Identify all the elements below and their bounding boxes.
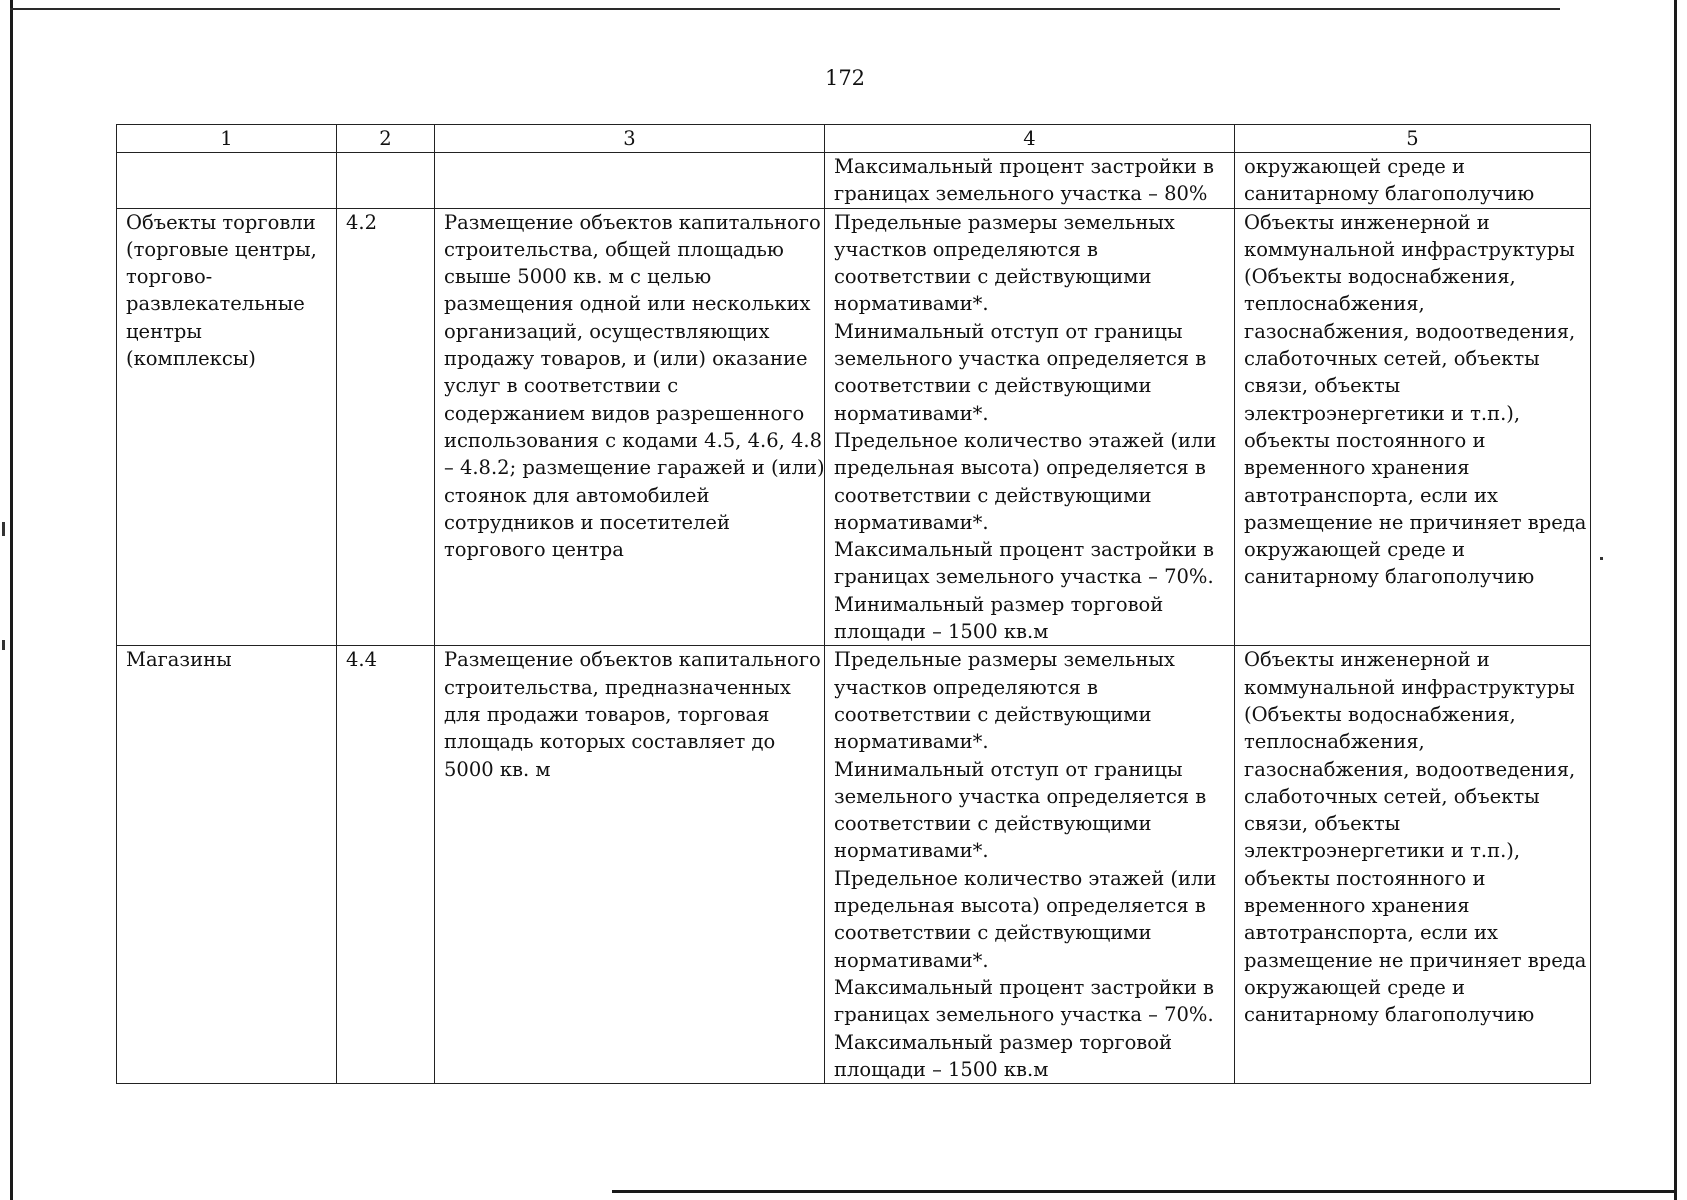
cell-text-line: слаботочных сетей, объекты (1244, 347, 1540, 371)
table-row (117, 153, 1591, 209)
use-name-cell (117, 646, 337, 1084)
cell-text-line: электроэнергетики и т.п.), (1244, 839, 1521, 863)
cell-text-line: (комплексы) (126, 347, 256, 371)
cell-text-line: границах земельного участка – 70%. (834, 1003, 1214, 1027)
cell-text-line: Максимальный процент застройки в (834, 155, 1215, 178)
page-number: 172 (824, 66, 866, 90)
cell-text-line: земельного участка определяется в (834, 347, 1207, 371)
cell-text-line: земельного участка определяется в (834, 784, 1207, 808)
cell-text-line: автотранспорта, если их (1244, 921, 1499, 945)
cell-text-line: участков определяются в (834, 237, 1098, 261)
use-code-cell (337, 208, 435, 646)
cell-text-line: торгового центра (444, 538, 624, 562)
cell-text-line: площадь которых составляет до (444, 730, 776, 754)
cell-text-line: площади – 1500 кв.м (834, 620, 1049, 644)
cell-text-line: (Объекты водоснабжения, (1244, 702, 1516, 726)
cell-text-line: размещение не причиняет вреда (1244, 510, 1587, 534)
cell-text-line: Объекты торговли (126, 210, 316, 234)
cell-text-line: Максимальный процент застройки в (834, 975, 1215, 999)
cell-text-line: 4.2 (346, 210, 378, 234)
cell-text-line: соответствии с действующими (834, 702, 1152, 726)
cell-text-line: нормативами*. (834, 730, 989, 754)
cell-text-line: газоснабжения, водоотведения, (1244, 319, 1576, 343)
cell-text-line: 5000 кв. м (444, 757, 551, 781)
cell-text-line: объекты постоянного и (1244, 428, 1486, 452)
cell-text-line: окружающей среде и (1244, 975, 1465, 999)
column-header-3: 3 (435, 125, 825, 153)
regulations-table (116, 124, 1591, 1084)
scan-edge-bottom (612, 1190, 1677, 1193)
scan-edge-right (1674, 0, 1677, 1200)
cell-text-line: Размещение объектов капитального (444, 210, 821, 234)
cell-text-line: центры (126, 319, 202, 343)
use-name-cell (117, 208, 337, 646)
column-header-5: 5 (1235, 125, 1591, 153)
table-header-row (117, 125, 1591, 153)
table-row (117, 208, 1591, 646)
cell-text-line: газоснабжения, водоотведения, (1244, 757, 1576, 781)
parameters-cell (825, 208, 1235, 646)
cell-text-line: объекты постоянного и (1244, 866, 1486, 890)
cell-text-line: Минимальный размер торговой (834, 592, 1164, 616)
cell-text-line: (Объекты водоснабжения, (1244, 265, 1516, 289)
cell-text-line: Предельное количество этажей (или (834, 428, 1217, 452)
cell-text-line: временного хранения (1244, 456, 1470, 480)
cell-text-line: Минимальный отступ от границы (834, 319, 1183, 343)
cell-text-line: санитарному благополучию (1244, 182, 1535, 206)
cell-text-line: Объекты инженерной и (1244, 210, 1490, 234)
parameters-cell (825, 646, 1235, 1084)
cell-text-line: нормативами*. (834, 948, 989, 972)
cell-text-line: размещения одной или нескольких (444, 292, 811, 316)
cell-text-line: строительства, предназначенных (444, 675, 791, 699)
parameters-cell (825, 153, 1235, 209)
cell-text-line: – 4.8.2; размещение гаражей и (или) (444, 456, 825, 480)
auxiliary-uses-cell (1235, 646, 1591, 1084)
auxiliary-uses-cell (1235, 208, 1591, 646)
cell-text-line: размещение не причиняет вреда (1244, 948, 1587, 972)
scan-edge-top (10, 8, 1560, 10)
cell-text-line: площади – 1500 кв.м (834, 1057, 1049, 1081)
scan-mark (2, 640, 5, 650)
cell-text-line: коммунальной инфраструктуры (1244, 675, 1575, 699)
column-header-4: 4 (825, 125, 1235, 153)
cell-text-line: санитарному благополучию (1244, 565, 1535, 589)
cell-text-line: границах земельного участка – 80% (834, 182, 1208, 206)
cell-text-line: нормативами*. (834, 839, 989, 863)
cell-text-line: электроэнергетики и т.п.), (1244, 401, 1521, 425)
cell-text-line: содержанием видов разрешенного (444, 401, 805, 425)
cell-text-line: окружающей среде и (1244, 538, 1465, 562)
cell-text-line: Магазины (126, 648, 232, 672)
cell-text-line: соответствии с действующими (834, 812, 1152, 836)
cell-text-line: Максимальный размер торговой (834, 1030, 1173, 1054)
cell-text-line: соответствии с действующими (834, 483, 1152, 507)
cell-text-line: теплоснабжения, (1244, 730, 1425, 754)
cell-text-line: соответствии с действующими (834, 374, 1152, 398)
scan-mark (1600, 557, 1603, 560)
cell-text-line: для продажи товаров, торговая (444, 702, 770, 726)
cell-text-line: Предельные размеры земельных (834, 648, 1175, 672)
cell-text-line: соответствии с действующими (834, 265, 1152, 289)
cell-text-line: развлекательные (126, 292, 305, 316)
cell-text-line: услуг в соответствии с (444, 374, 679, 398)
cell-text-line: продажу товаров, и (или) оказание (444, 347, 808, 371)
cell-text-line: торгово- (126, 265, 213, 289)
use-name-cell (117, 153, 337, 209)
use-description-cell (435, 208, 825, 646)
table-row (117, 646, 1591, 1084)
cell-text-line: теплоснабжения, (1244, 292, 1425, 316)
cell-text-line: санитарному благополучию (1244, 1003, 1535, 1027)
cell-text-line: 4.4 (346, 648, 378, 672)
cell-text-line: Размещение объектов капитального (444, 648, 821, 672)
cell-text-line: (торговые центры, (126, 237, 317, 261)
cell-text-line: связи, объекты (1244, 812, 1401, 836)
cell-text-line: автотранспорта, если их (1244, 483, 1499, 507)
use-code-cell (337, 153, 435, 209)
scan-edge-left (10, 0, 13, 1200)
cell-text-line: коммунальной инфраструктуры (1244, 237, 1575, 261)
scan-mark (2, 522, 5, 536)
cell-text-line: связи, объекты (1244, 374, 1401, 398)
cell-text-line: участков определяются в (834, 675, 1098, 699)
auxiliary-uses-cell (1235, 153, 1591, 209)
cell-text-line: предельная высота) определяется в (834, 894, 1206, 918)
use-code-cell (337, 646, 435, 1084)
cell-text-line: строительства, общей площадью (444, 237, 784, 261)
cell-text-line: границах земельного участка – 70%. (834, 565, 1214, 589)
cell-text-line: Предельные размеры земельных (834, 210, 1175, 234)
cell-text-line: нормативами*. (834, 401, 989, 425)
cell-text-line: стоянок для автомобилей (444, 483, 710, 507)
cell-text-line: слаботочных сетей, объекты (1244, 784, 1540, 808)
cell-text-line: свыше 5000 кв. м с целью (444, 265, 712, 289)
cell-text-line: нормативами*. (834, 510, 989, 534)
cell-text-line: Минимальный отступ от границы (834, 757, 1183, 781)
cell-text-line: использования с кодами 4.5, 4.6, 4.8 (444, 428, 823, 452)
column-header-1: 1 (117, 125, 337, 153)
cell-text-line: организаций, осуществляющих (444, 319, 770, 343)
cell-text-line: Максимальный процент застройки в (834, 538, 1215, 562)
cell-text-line: соответствии с действующими (834, 921, 1152, 945)
cell-text-line: временного хранения (1244, 894, 1470, 918)
cell-text-line: нормативами*. (834, 292, 989, 316)
cell-text-line: сотрудников и посетителей (444, 510, 730, 534)
cell-text-line: предельная высота) определяется в (834, 456, 1206, 480)
use-description-cell (435, 646, 825, 1084)
use-description-cell (435, 153, 825, 209)
cell-text-line: Предельное количество этажей (или (834, 866, 1217, 890)
column-header-2: 2 (337, 125, 435, 153)
cell-text-line: Объекты инженерной и (1244, 648, 1490, 672)
cell-text-line: окружающей среде и (1244, 155, 1465, 178)
